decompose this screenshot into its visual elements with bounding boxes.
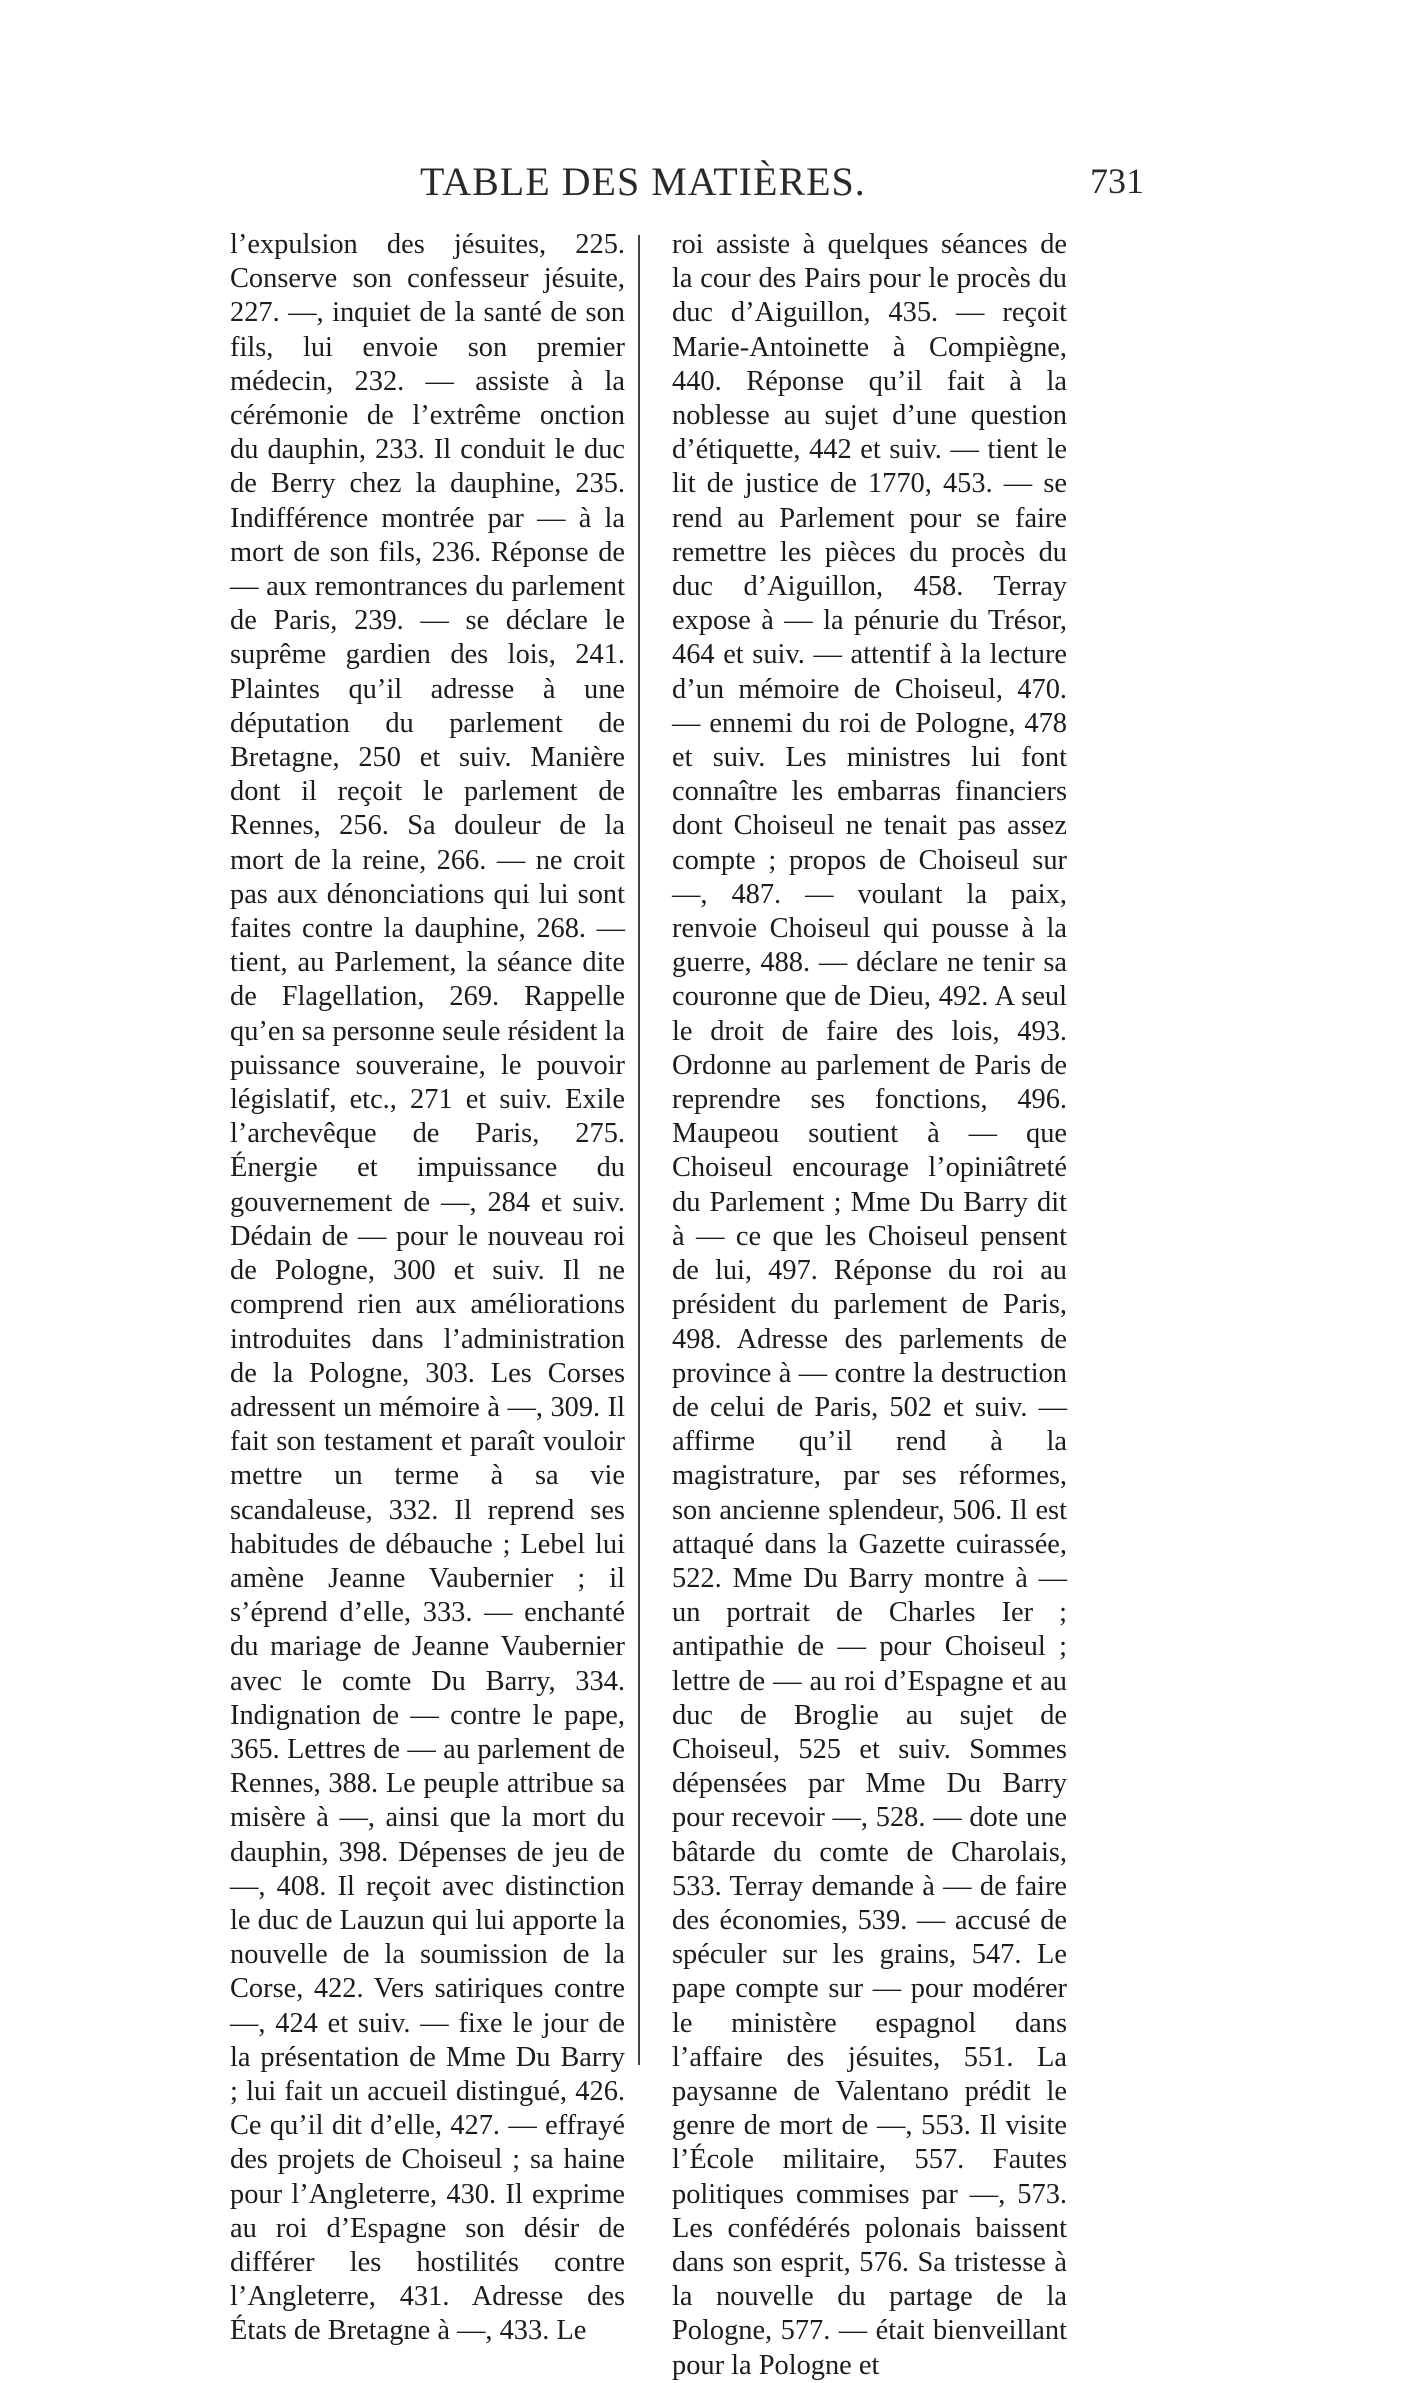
right-column-text: roi assiste à quelques séances de la cour des Pairs pour le procès du duc d’Aiguillon, 435. — reçoit Marie-Antoinette à Compiègne, 440. Réponse qu’il fait à la noblesse au sujet d’une question d’étiquette, 442 et suiv. — tient le lit de justice de 1770, 453. — se rend au Parlement pour se faire remettre les pièces du procès du duc d’Aiguillon, 458. Terray expose à — la pénurie du Trésor, 464 et suiv. — attentif à la lecture d’un mémoire de Choiseul, 470. — ennemi du roi de Pologne, 478 et suiv. Les ministres lui font connaître les embarras financiers dont Choiseul ne tenait pas assez compte ; propos de Choiseul sur —, 487. — voulant la paix, renvoie Choiseul qui pousse à la guerre, 488. — déclare ne tenir sa couronne que de Dieu, 492. A seul le droit de faire des lois, 493. Ordonne au parlement de Paris de reprendre ses fonctions, 496. Maupeou soutient à — que Choiseul encourage l’opiniâtreté du Parlement ; Mme Du Barry dit à — ce que les Choiseul pensent de lui, 497. Réponse du roi au président du parlement de Paris, 498. Adresse des parlements de province à — contre la destruction de celui de Paris, 502 et suiv. — affirme qu’il rend à la magistrature, par ses réformes, son ancienne splendeur, 506. Il est attaqué dans la Gazette cuirassée, 522. Mme Du Barry montre à — un portrait de Charles Ier ; antipathie de — pour Choiseul ; lettre de — au roi d’Espagne et au duc de Broglie au sujet de Choiseul, 525 et suiv. Sommes dépensées par Mme Du Barry pour recevoir —, 528. — dote une bâtarde du comte de Charolais, 533. Terray demande à — de faire des économies, 539. — accusé de spéculer sur les grains, 547. Le pape compte sur — pour modérer le ministère espagnol dans l’affaire des jésuites, 551. La paysanne de Valentano prédit le genre de mort de —, 553. Il visite l’École militaire, 557. Fautes politiques commises par —, 573. Les confédérés polonais baissent dans son esprit, 576. Sa tristesse à la nouvelle du partage de la Pologne, 577. — était bienveillant pour la Pologne et [672,229,1067,2381]
running-title: TABLE DES MATIÈRES. [420,159,866,204]
left-column [230,228,625,2349]
right-column [672,228,1067,2383]
column-divider [638,235,640,2065]
left-column-text: l’expulsion des jésuites, 225. Conserve son confesseur jésuite, 227. —, inquiet de la santé de son fils, lui envoie son premier médecin, 232. — assiste à la cérémonie de l’extrême onction du dauphin, 233. Il conduit le duc de Berry chez la dauphine, 235. Indifférence montrée par — à la mort de son fils, 236. Réponse de — aux remontrances du parlement de Paris, 239. — se déclare le suprême gardien des lois, 241. Plaintes qu’il adresse à une députation du parlement de Bretagne, 250 et suiv. Manière dont il reçoit le parlement de Rennes, 256. Sa douleur de la mort de la reine, 266. — ne croit pas aux dénonciations qui lui sont faites contre la dauphine, 268. — tient, au Parlement, la séance dite de Flagellation, 269. Rappelle qu’en sa personne seule résident la puissance souveraine, le pouvoir législatif, etc., 271 et suiv. Exile l’archevêque de Paris, 275. Énergie et impuissance du gouvernement de —, 284 et suiv. Dédain de — pour le nouveau roi de Pologne, 300 et suiv. Il ne comprend rien aux améliorations introduites dans l’administration de la Pologne, 303. Les Corses adressent un mémoire à —, 309. Il fait son testament et paraît vouloir mettre un terme à sa vie scandaleuse, 332. Il reprend ses habitudes de débauche ; Lebel lui amène Jeanne Vaubernier ; il s’éprend d’elle, 333. — enchanté du mariage de Jeanne Vaubernier avec le comte Du Barry, 334. Indignation de — contre le pape, 365. Lettres de — au parlement de Rennes, 388. Le peuple attribue sa misère à —, ainsi que la mort du dauphin, 398. Dépenses de jeu de —, 408. Il reçoit avec distinction le duc de Lauzun qui lui apporte la nouvelle de la soumission de la Corse, 422. Vers satiriques contre —, 424 et suiv. — fixe le jour de la présentation de Mme Du Barry ; lui fait un accueil distingué, 426. Ce qu’il dit d’elle, 427. — effrayé des projets de Choiseul ; sa haine pour l’Angleterre, 430. Il exprime au roi d’Espagne son désir de différer les hostilités contre l’Angleterre, 431. Adresse des États de Bretagne à —, 433. Le [230,229,625,2347]
page-number: 731 [1090,161,1144,201]
page-header [0,158,1413,218]
